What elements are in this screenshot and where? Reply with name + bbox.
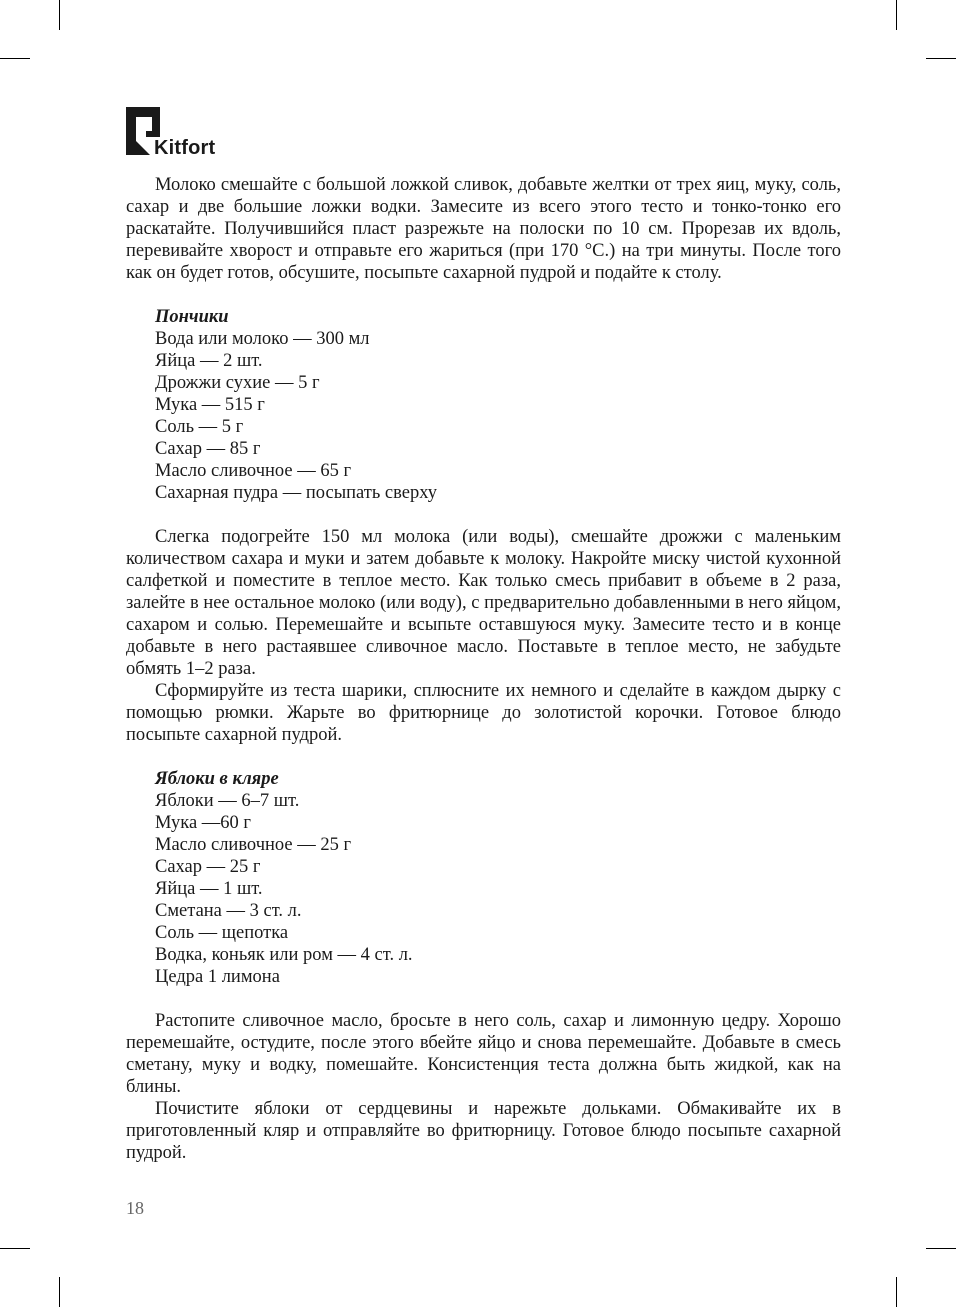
spacer bbox=[126, 746, 841, 768]
ingredient-item: Масло сливочное — 25 г bbox=[155, 835, 352, 855]
ingredient-item: Сметана — 3 ст. л. bbox=[155, 901, 302, 921]
crop-mark-bottom-left-horizontal bbox=[0, 1248, 30, 1249]
crop-mark-top-left-horizontal bbox=[0, 58, 30, 59]
ingredient-item: Яйца — 1 шт. bbox=[155, 879, 263, 899]
recipe-title-donuts: Пончики bbox=[155, 307, 229, 327]
ingredient-item: Дрожжи сухие — 5 г bbox=[155, 373, 320, 393]
recipe-step-paragraph: Слегка подогрейте 150 мл молока (или воды), смешайте дрожжи с маленьким количеством сахара и муки и затем добавьте к молоку. Накройте миску чистой кухонной салфеткой и поместите в теплое место. Как только смесь прибавит в объеме в 2 раза, залейте в нее остальное молоко (или воду), с предварительно добавленными в него яйцом, сахаром и солью. Перемешайте и всыпьте оставшуюся муку. Замесите тесто и в конце добавьте в него растаявшее сливочное масло. Поставьте в теплое место, не забудьте обмять 1–2 раза. bbox=[126, 527, 841, 679]
crop-mark-bottom-right-horizontal bbox=[926, 1248, 956, 1249]
page-number: 18 bbox=[126, 1198, 144, 1218]
ingredient-item: Вода или молоко — 300 мл bbox=[155, 329, 370, 349]
crop-mark-top-right-vertical bbox=[896, 0, 897, 30]
crop-mark-bottom-left-vertical bbox=[59, 1277, 60, 1307]
ingredient-item: Сахар — 25 г bbox=[155, 857, 261, 877]
ingredient-item: Масло сливочное — 65 г bbox=[155, 461, 352, 481]
ingredient-item: Яйца — 2 шт. bbox=[155, 351, 263, 371]
brand-name: Kitfort bbox=[154, 137, 216, 159]
ingredient-list-apples bbox=[126, 790, 841, 988]
ingredient-item: Соль — щепотка bbox=[155, 923, 289, 943]
recipe-step-paragraph: Сформируйте из теста шарики, сплюсните их немного и сделайте в каждом дырку с помощью рюмки. Жарьте во фритюрнице до золотистой корочки. Готовое блюдо посыпьте сахарной пудрой. bbox=[126, 681, 841, 745]
brand-logo bbox=[126, 107, 226, 157]
recipe-step-paragraph: Почистите яблоки от сердцевины и нарежьте дольками. Обмакивайте их в приготовленный кляр и отправляйте во фритюрницу. Готовое блюдо посыпьте сахарной пудрой. bbox=[126, 1099, 841, 1163]
crop-mark-top-right-horizontal bbox=[926, 58, 956, 59]
ingredient-item: Мука — 515 г bbox=[155, 395, 265, 415]
ingredient-item: Водка, коньяк или ром — 4 ст. л. bbox=[155, 945, 413, 965]
spacer bbox=[126, 988, 841, 1010]
recipe-title-apples: Яблоки в кляре bbox=[155, 769, 279, 789]
ingredient-item: Соль — 5 г bbox=[155, 417, 244, 437]
ingredient-item: Сахар — 85 г bbox=[155, 439, 261, 459]
ingredient-item: Мука —60 г bbox=[155, 813, 251, 833]
ingredient-item: Сахарная пудра — посыпать сверху bbox=[155, 483, 437, 503]
spacer bbox=[126, 504, 841, 526]
intro-paragraph: Молоко смешайте с большой ложкой сливок, добавьте желтки от трех яиц, муку, соль, сахар и две большие ложки водки. Замесите из всего этого тесто и тонко-тонко его раскатайте. Получившийся пласт разрежьте на полоски по 10 см. Прорезав их вдоль, перевивайте хворост и отправьте его жариться (при 170 °С.) на три минуты. После того как он будет готов, обсушите, посыпьте сахарной пудрой и подайте к столу. bbox=[126, 175, 841, 283]
ingredient-item: Цедра 1 лимона bbox=[155, 967, 280, 987]
spacer bbox=[126, 284, 841, 306]
ingredient-item: Яблоки — 6–7 шт. bbox=[155, 791, 300, 811]
crop-mark-bottom-right-vertical bbox=[896, 1277, 897, 1307]
crop-mark-top-left-vertical bbox=[59, 0, 60, 30]
page-content bbox=[126, 174, 841, 1164]
ingredient-list-donuts bbox=[126, 328, 841, 504]
recipe-step-paragraph: Растопите сливочное масло, бросьте в него соль, сахар и лимонную цедру. Хорошо перемешайте, остудите, после этого вбейте яйцо и снова перемешайте. Добавьте в смесь сметану, муку и водку, помешайте. Консистенция теста должна быть жидкой, как на блины. bbox=[126, 1011, 841, 1097]
